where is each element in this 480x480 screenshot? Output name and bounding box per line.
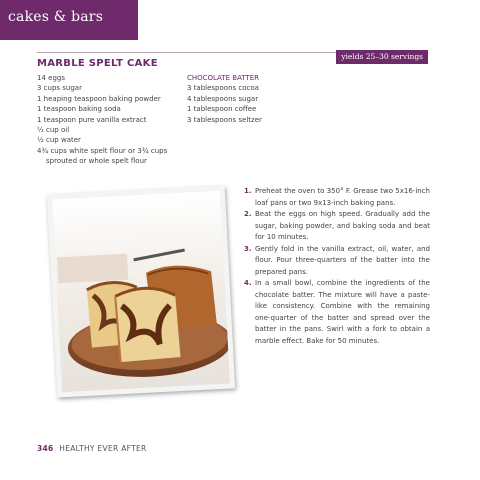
step-item	[244, 209, 430, 244]
section-tab-label: cakes & bars	[8, 9, 104, 25]
marble-cake-image	[52, 191, 230, 393]
ingredient-item: 3 tablespoons cocoa	[187, 84, 259, 93]
chocolate-batter-heading: CHOCOLATE BATTER	[187, 74, 260, 82]
ingredient-item: sprouted or whole spelt flour	[46, 157, 147, 166]
method-steps	[244, 186, 430, 347]
step-text: Beat the eggs on high speed. Gradually add the sugar, baking powder, and baking soda and beat for 10 minutes.	[255, 210, 430, 241]
step-number: 3.	[244, 244, 252, 253]
ingredient-item: 1 heaping teaspoon baking powder	[37, 94, 161, 103]
ingredient-item: 3 tablespoons seltzer	[187, 115, 262, 124]
ingredient-item: 3 cups sugar	[37, 84, 82, 93]
recipe-title: MARBLE SPELT CAKE	[37, 58, 158, 69]
yields-badge: yields 25–30 servings	[336, 50, 428, 64]
ingredient-item: ½ cup water	[37, 136, 81, 145]
step-text: In a small bowl, combine the ingredients of the chocolate batter. The mixture will have a paste-like consistency. Combine with the remaining one-quarter of the batter and spread over the batter in the pans. Swirl with a fork to obtain a marble effect. Bake for 50 minutes.	[255, 279, 430, 345]
ingredient-item: 1 teaspoon baking soda	[37, 105, 121, 114]
ingredient-item: ½ cup oil	[37, 126, 70, 135]
ingredient-item: 1 tablespoon coffee	[187, 105, 257, 114]
ingredient-item: 4 tablespoons sugar	[187, 94, 259, 103]
ingredients-list	[37, 73, 182, 167]
book-title: HEALTHY EVER AFTER	[59, 444, 147, 453]
cake-photo	[47, 185, 235, 397]
page-footer	[37, 444, 147, 453]
ingredient-item: 14 eggs	[37, 74, 65, 82]
ingredient-item: 1 teaspoon pure vanilla extract	[37, 115, 147, 124]
page-number: 346	[37, 444, 54, 453]
step-number: 1.	[244, 187, 252, 195]
step-text: Preheat the oven to 350° F. Grease two 5x16-inch loaf pans or two 9x13-inch baking pans.	[255, 187, 430, 207]
step-item	[244, 244, 430, 279]
step-number: 4.	[244, 279, 252, 287]
section-tab	[0, 0, 138, 40]
step-text: Gently fold in the vanilla extract, oil, water, and flour. Pour three-quarters of the batter into the prepared pans.	[255, 244, 430, 276]
step-number: 2.	[244, 210, 252, 218]
ingredient-item: 4¾ cups white spelt flour or 3¾ cups	[37, 146, 168, 155]
step-item	[244, 278, 430, 347]
chocolate-batter-list	[187, 73, 327, 125]
step-item	[244, 186, 430, 209]
